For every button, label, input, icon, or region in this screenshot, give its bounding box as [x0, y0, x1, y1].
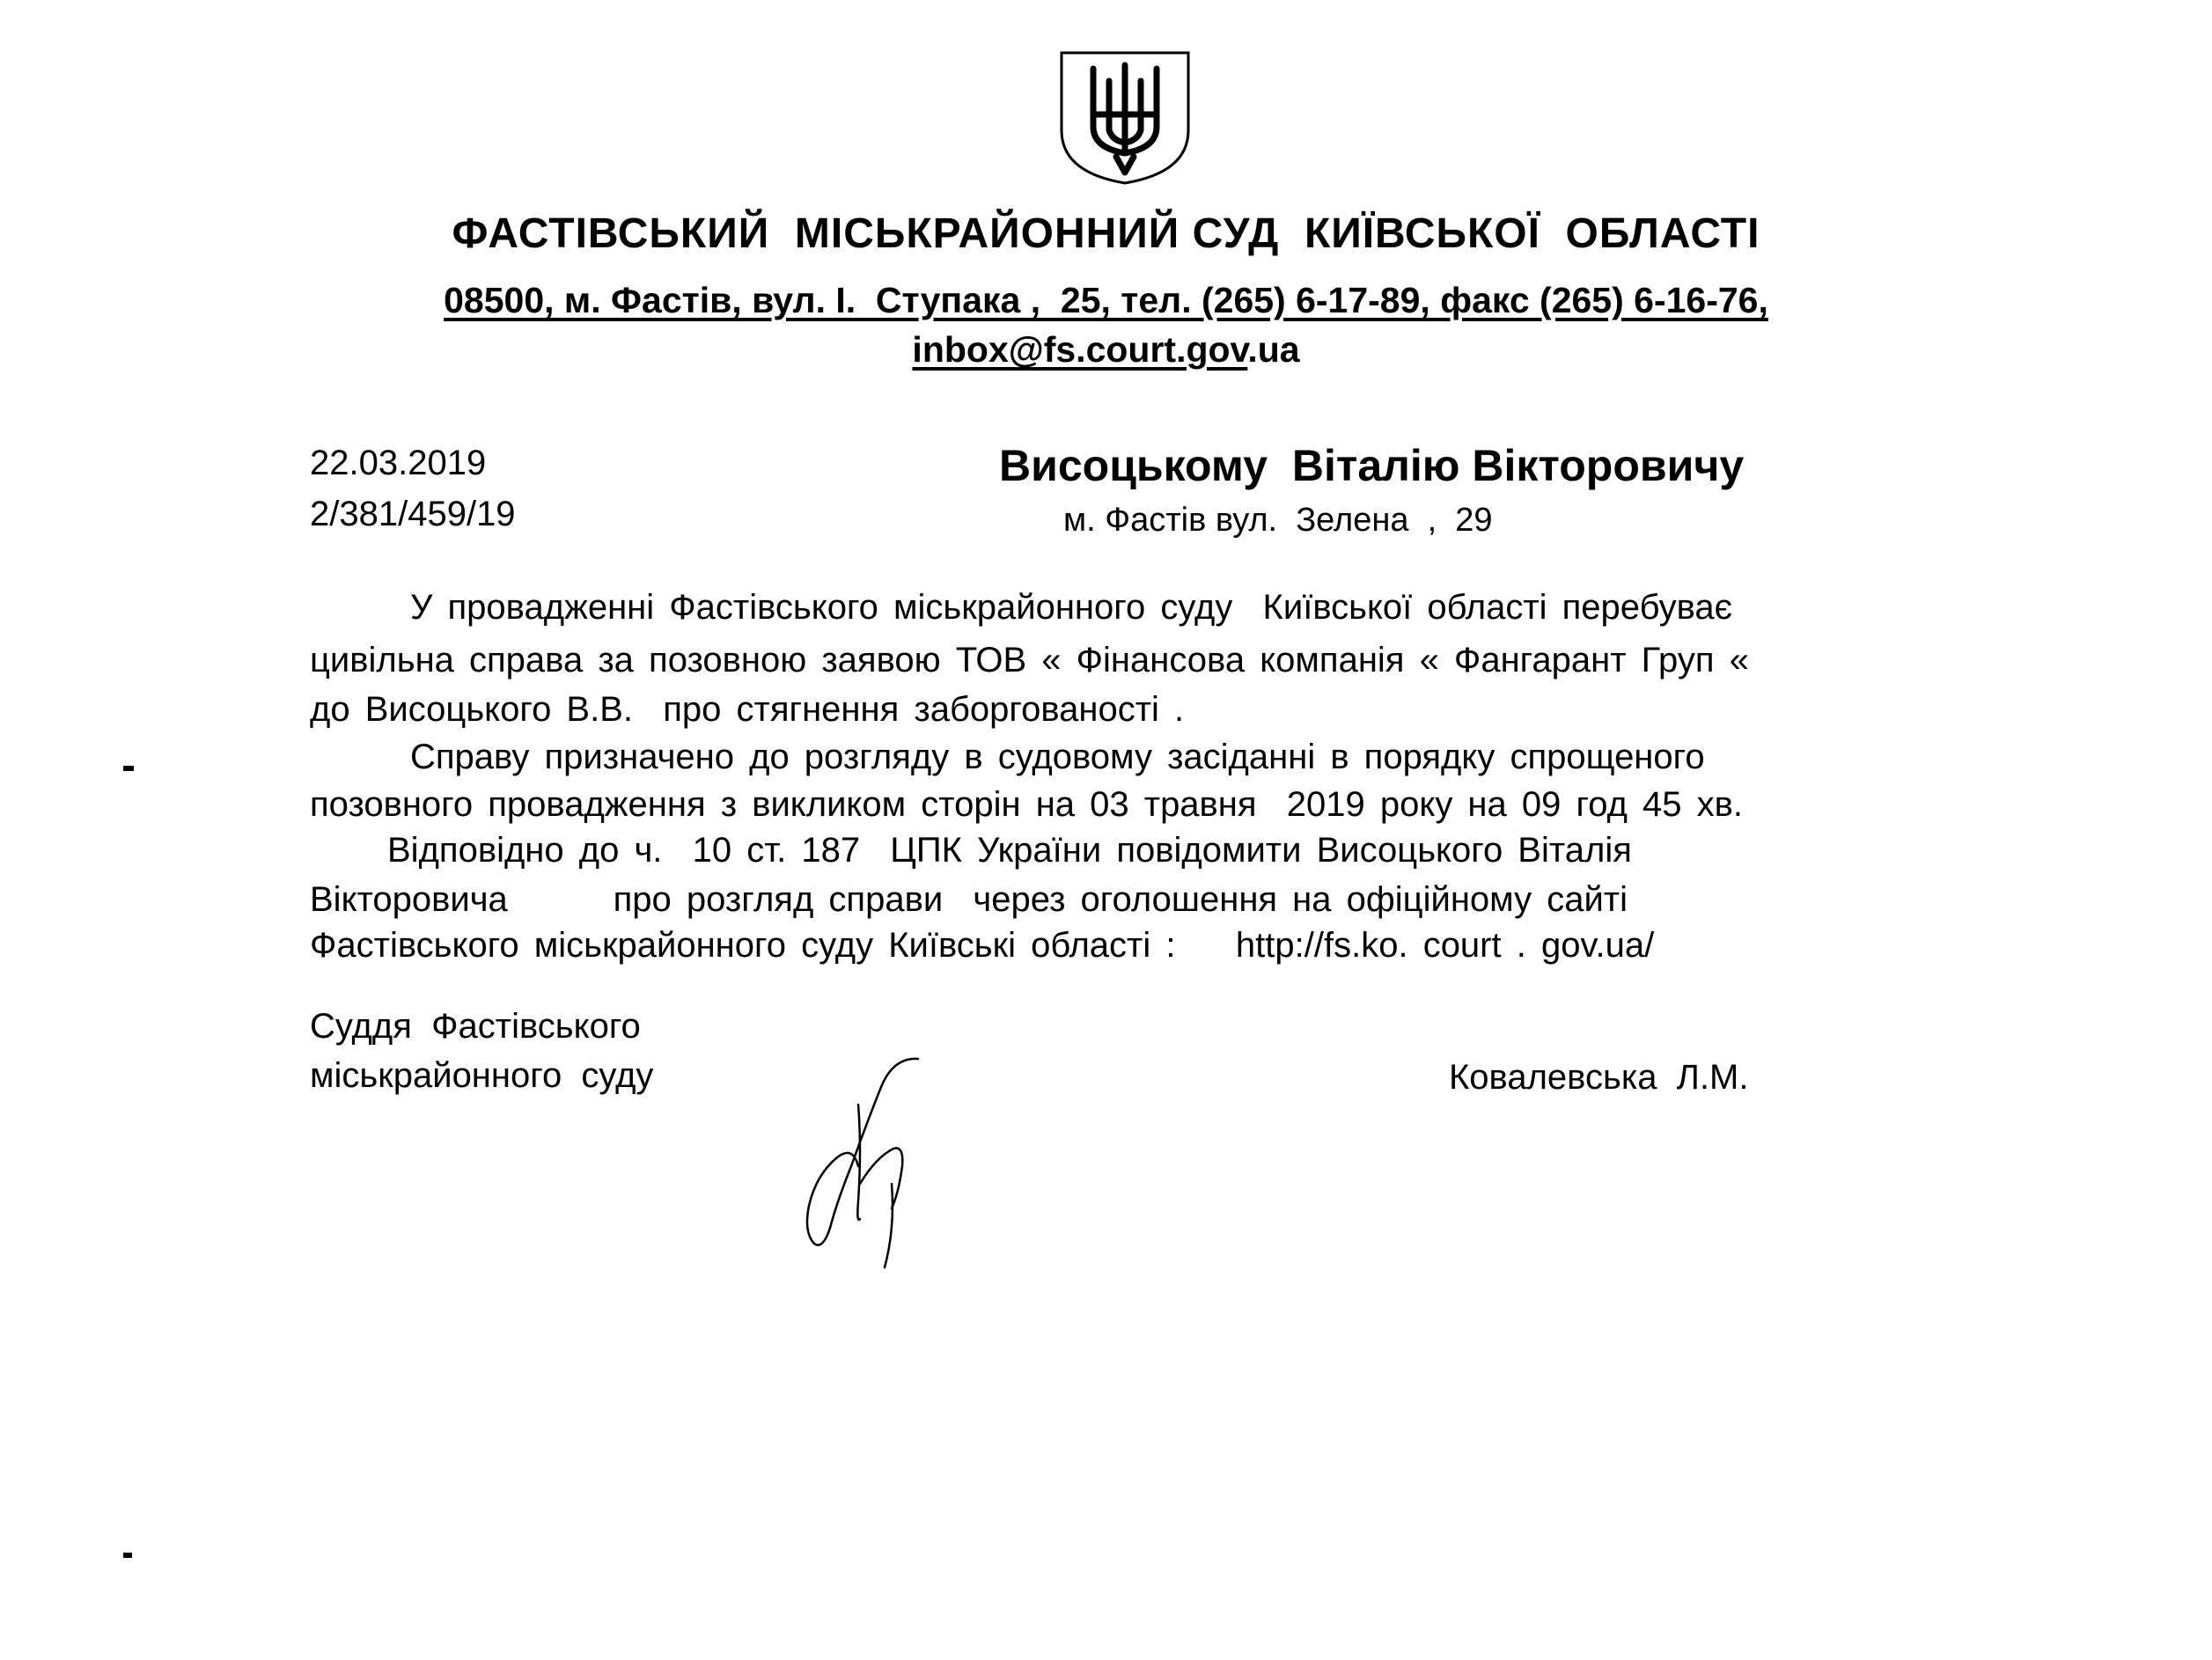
judge-name: Ковалевська Л.М. — [1449, 1058, 1749, 1097]
body-line: позовного провадження з викликом сторін на 03 травня 2019 року на 09 год 45 хв. — [310, 785, 1743, 824]
coat-of-arms-emblem — [1058, 49, 1192, 187]
judge-title-line-2: міськрайонного суду — [310, 1056, 654, 1095]
body-line: Справу призначено до розгляду в судовому засіданні в порядку спрощеного — [410, 738, 1705, 776]
judge-title-line-1: Суддя Фастівського — [310, 1007, 641, 1046]
letter-date: 22.03.2019 — [310, 444, 487, 482]
court-email-tail: .ua — [1247, 329, 1300, 370]
scan-mark — [123, 766, 134, 771]
body-line: до Висоцького В.В. про стягнення заборгованості . — [310, 690, 1185, 729]
body-line: Відповідно до ч. 10 ст. 187 ЦПК України повідомити Висоцького Віталія — [387, 831, 1632, 870]
recipient-name: Висоцькому Віталію Вікторовичу — [999, 441, 1745, 490]
body-line: цивільна справа за позовною заявою ТОВ « Фінансова компанія « Фангарант Груп « — [310, 641, 1749, 679]
recipient-address: м. Фастів вул. Зелена , 29 — [1063, 502, 1493, 539]
court-name: ФАСТІВСЬКИЙ МІСЬКРАЙОННИЙ СУД КИЇВСЬКОЇ ОБЛАСТІ — [452, 210, 1760, 257]
court-address: 08500, м. Фастів, вул. І. Ступака , 25, тел. (265) 6-17-89, факс (265) 6-16-76, — [444, 280, 1768, 320]
scan-mark — [123, 1553, 132, 1558]
body-line: Фастівського міськрайонного суду Київські області : http://fs.ko. court . gov.ua/ — [310, 926, 1655, 965]
handwritten-signature — [797, 1052, 929, 1272]
body-line: У провадженні Фастівського міськрайонного суду Київської області перебуває — [410, 588, 1733, 627]
court-email-link: inbox@fs.court.gov — [912, 329, 1248, 370]
case-number: 2/381/459/19 — [310, 495, 516, 533]
body-line: Вікторовича про розгляд справи через оголошення на офіційному сайті — [310, 880, 1628, 919]
court-email — [0, 329, 2212, 371]
